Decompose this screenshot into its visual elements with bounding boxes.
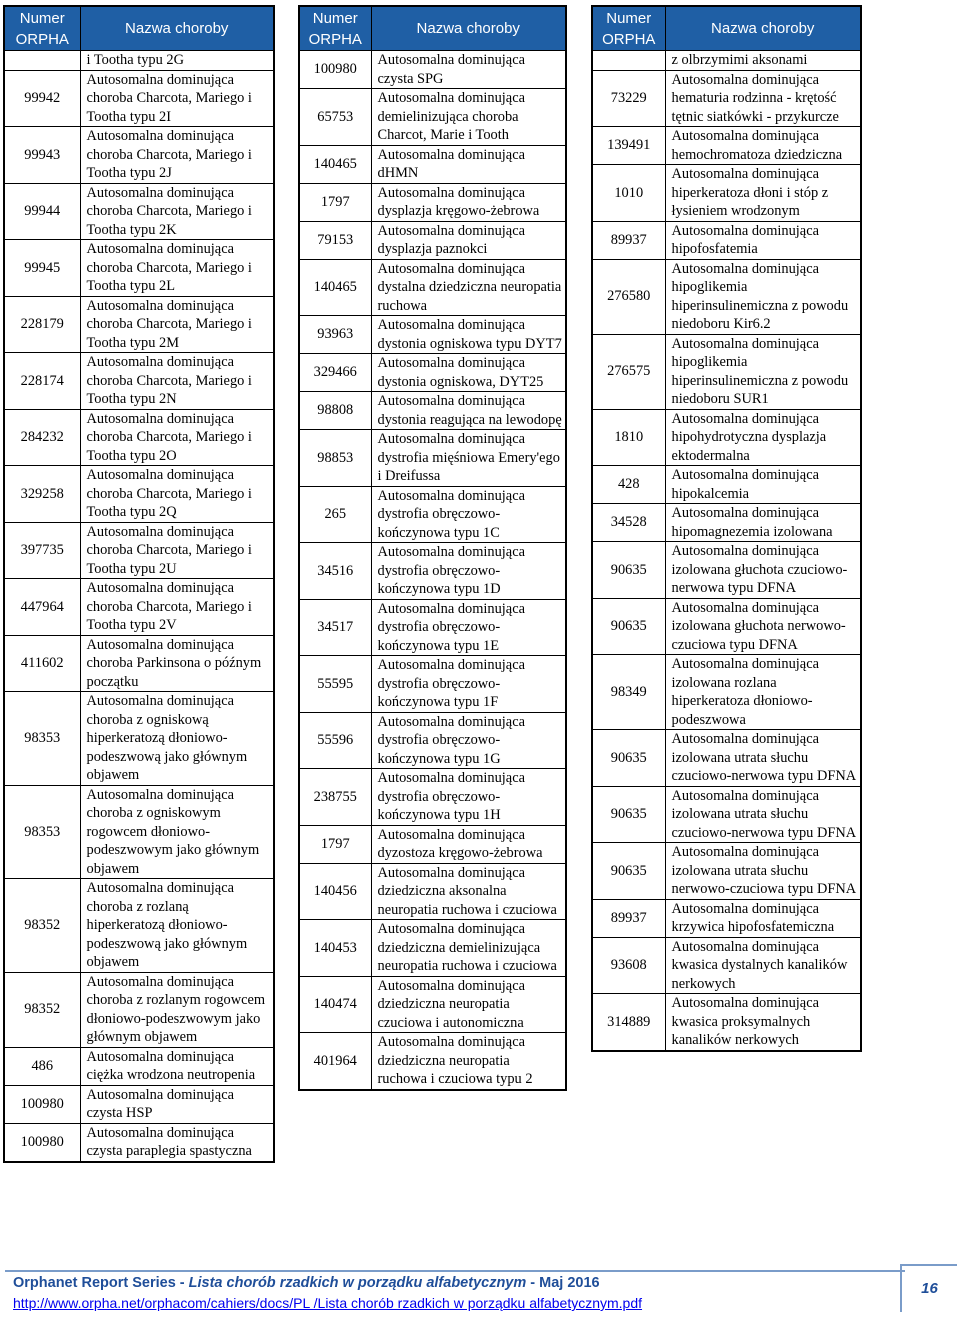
- disease-name-cell: Autosomalna dominująca choroba Parkinsona o późnym początku: [80, 635, 274, 692]
- disease-name-cell: Autosomalna dominująca dysplazja kręgowo-żebrowa: [371, 183, 566, 221]
- orpha-number-cell: 98853: [299, 430, 371, 487]
- disease-name-cell: Autosomalna dominująca choroba Charcota, Mariego i Tootha typu 2L: [80, 240, 274, 297]
- orpha-number-cell: 98353: [4, 785, 80, 879]
- disease-name-cell: Autosomalna dominująca czysta HSP: [80, 1085, 274, 1123]
- table-row: [592, 51, 861, 71]
- disease-name-cell: Autosomalna dominująca izolowana utrata słuchu nerwowo-czuciowa typu DFNA: [665, 843, 861, 900]
- disease-name-cell: Autosomalna dominująca choroba Charcota, Mariego i Tootha typu 2V: [80, 579, 274, 636]
- table-row: [4, 240, 274, 297]
- disease-name-header: Nazwa choroby: [80, 6, 274, 51]
- disease-name-cell: Autosomalna dominująca dystrofia obręczowo-kończynowa typu 1D: [371, 543, 566, 600]
- table-row: [4, 522, 274, 579]
- orpha-number-cell: 99942: [4, 70, 80, 127]
- disease-name-cell: Autosomalna dominująca dystrofia obręczowo-kończynowa typu 1E: [371, 599, 566, 656]
- table-row: [4, 785, 274, 879]
- orpha-number-cell: 238755: [299, 769, 371, 826]
- disease-name-cell: Autosomalna dominująca choroba z rozlanym rogowcem dłoniowo-podeszwowym jako głównym objawem: [80, 972, 274, 1047]
- orpha-number-cell: 401964: [299, 1033, 371, 1090]
- orpha-number-cell: 100980: [4, 1085, 80, 1123]
- disease-name-cell: Autosomalna dominująca dystrofia obręczowo-kończynowa typu 1G: [371, 712, 566, 769]
- table-row: [4, 1047, 274, 1085]
- orpha-number-cell: 34517: [299, 599, 371, 656]
- disease-name-cell: Autosomalna dominująca dHMN: [371, 145, 566, 183]
- orpha-number-cell: 329466: [299, 354, 371, 392]
- table-row: [592, 655, 861, 730]
- disease-name-cell: Autosomalna dominująca choroba z rozlaną hiperkeratozą dłoniowo-podeszwową jako głównym objawem: [80, 879, 274, 973]
- table-row: [4, 972, 274, 1047]
- orpha-number-cell: 228174: [4, 353, 80, 410]
- table-row: [592, 843, 861, 900]
- orpha-number-cell: 228179: [4, 296, 80, 353]
- disease-name-cell: Autosomalna dominująca dziedziczna aksonalna neuropatia ruchowa i czuciowa: [371, 863, 566, 920]
- table-row: [592, 259, 861, 334]
- page-number: 16: [921, 1280, 938, 1297]
- disease-name-cell: Autosomalna dominująca izolowana utrata słuchu czuciowo-nerwowa typu DFNA: [665, 786, 861, 843]
- disease-name-cell: Autosomalna dominująca choroba Charcota, Mariego i Tootha typu 2J: [80, 127, 274, 184]
- table-row: [592, 334, 861, 409]
- disease-name-cell: Autosomalna dominująca dystonia ogniskowa, DYT25: [371, 354, 566, 392]
- table-row: [4, 183, 274, 240]
- table-row: [592, 786, 861, 843]
- orpha-number-cell: 447964: [4, 579, 80, 636]
- table-row: [299, 976, 566, 1033]
- table-row: [299, 316, 566, 354]
- orpha-number-cell: 284232: [4, 409, 80, 466]
- orpha-number-cell: 98808: [299, 392, 371, 430]
- disease-name-cell: Autosomalna dominująca dystrofia mięśniowa Emery'ego i Dreifussa: [371, 430, 566, 487]
- orpha-number-cell: 73229: [592, 70, 665, 127]
- table-header-row: [299, 6, 566, 51]
- disease-name-cell: Autosomalna dominująca hemochromatoza dziedziczna: [665, 127, 861, 165]
- orpha-number-cell: 79153: [299, 221, 371, 259]
- table-row: [299, 221, 566, 259]
- orpha-number-cell: 314889: [592, 994, 665, 1051]
- disease-name-cell: Autosomalna dominująca czysta SPG: [371, 51, 566, 89]
- table-row: [299, 825, 566, 863]
- table-row: [4, 409, 274, 466]
- disease-name-cell: Autosomalna dominująca dystonia ogniskowa typu DYT7: [371, 316, 566, 354]
- table-row: [299, 89, 566, 146]
- disease-name-cell: Autosomalna dominująca dziedziczna neuropatia czuciowa i autonomiczna: [371, 976, 566, 1033]
- disease-name-cell: Autosomalna dominująca choroba Charcota, Mariego i Tootha typu 2K: [80, 183, 274, 240]
- orpha-number-cell: 99944: [4, 183, 80, 240]
- table-row: [592, 598, 861, 655]
- disease-name-cell: Autosomalna dominująca hipohydrotyczna dysplazja ektodermalna: [665, 409, 861, 466]
- disease-name-cell: Autosomalna dominująca choroba Charcota, Mariego i Tootha typu 2O: [80, 409, 274, 466]
- table-row: [592, 165, 861, 222]
- orpha-number-header: Numer ORPHA: [4, 6, 80, 51]
- disease-name-cell: Autosomalna dominująca dystalna dziedziczna neuropatia ruchowa: [371, 259, 566, 316]
- disease-name-header: Nazwa choroby: [371, 6, 566, 51]
- disease-name-cell: Autosomalna dominująca ciężka wrodzona neutropenia: [80, 1047, 274, 1085]
- page-footer: [5, 1270, 957, 1314]
- orpha-number-cell: 428: [592, 466, 665, 504]
- table-row: [4, 1123, 274, 1162]
- orpha-number-cell: 99943: [4, 127, 80, 184]
- table-row: [4, 1085, 274, 1123]
- orpha-number-cell: 98352: [4, 879, 80, 973]
- table-row: [4, 579, 274, 636]
- disease-name-cell: Autosomalna dominująca dziedziczna demielinizująca neuropatia ruchowa i czuciowa: [371, 920, 566, 977]
- disease-name-cell: Autosomalna dominująca choroba Charcota, Mariego i Tootha typu 2M: [80, 296, 274, 353]
- orpha-number-cell: 34528: [592, 504, 665, 542]
- disease-name-cell: Autosomalna dominująca choroba z ogniskowym rogowcem dłoniowo-podeszwowym jako głównym objawem: [80, 785, 274, 879]
- orpha-number-header: Numer ORPHA: [592, 6, 665, 51]
- orpha-number-cell: 140474: [299, 976, 371, 1033]
- disease-name-cell: Autosomalna dominująca hipofosfatemia: [665, 221, 861, 259]
- table-row: [299, 145, 566, 183]
- orpha-number-cell: 100980: [4, 1123, 80, 1162]
- disease-name-cell: Autosomalna dominująca demielinizująca choroba Charcot, Marie i Tooth: [371, 89, 566, 146]
- orpha-number-cell: 90635: [592, 843, 665, 900]
- table-row: [299, 354, 566, 392]
- table-row: [592, 542, 861, 599]
- orpha-number-cell: 329258: [4, 466, 80, 523]
- table-row: [299, 656, 566, 713]
- footer-url-link[interactable]: http://www.orpha.net/orphacom/cahiers/docs/PL /Lista chorób rzadkich w porządku alfabetycznym.pdf: [13, 1295, 643, 1311]
- page-number-box: [900, 1264, 957, 1312]
- table-row: [592, 937, 861, 994]
- table-row: [4, 70, 274, 127]
- table-row: [299, 863, 566, 920]
- orpha-number-cell: 397735: [4, 522, 80, 579]
- table-row: [592, 127, 861, 165]
- orpha-number-cell: 89937: [592, 899, 665, 937]
- orpha-number-cell: 1810: [592, 409, 665, 466]
- footer-series: Orphanet Report Series -: [13, 1275, 189, 1291]
- disease-name-cell: Autosomalna dominująca dystonia reagująca na lewodopę: [371, 392, 566, 430]
- disease-name-cell: Autosomalna dominująca choroba z ogniskową hiperkeratozą dłoniowo-podeszwową jako głównym objawem: [80, 692, 274, 786]
- table-row: [592, 730, 861, 787]
- table-row: [299, 920, 566, 977]
- disease-name-cell: i Tootha typu 2G: [80, 51, 274, 71]
- orpha-number-cell: 100980: [299, 51, 371, 89]
- table-row: [4, 296, 274, 353]
- orpha-number-cell: 93963: [299, 316, 371, 354]
- table-row: [592, 70, 861, 127]
- table-row: [299, 430, 566, 487]
- disease-name-cell: Autosomalna dominująca krzywica hipofosfatemiczna: [665, 899, 861, 937]
- disease-name-cell: Autosomalna dominująca izolowana rozlana hiperkeratoza dłoniowo-podeszwowa: [665, 655, 861, 730]
- orpha-number-header: Numer ORPHA: [299, 6, 371, 51]
- disease-name-cell: z olbrzymimi aksonami: [665, 51, 861, 71]
- orpha-number-cell: 89937: [592, 221, 665, 259]
- table-row: [299, 599, 566, 656]
- orpha-number-cell: 276575: [592, 334, 665, 409]
- disease-name-cell: Autosomalna dominująca czysta paraplegia spastyczna: [80, 1123, 274, 1162]
- orpha-number-cell: 99945: [4, 240, 80, 297]
- table-row: [592, 994, 861, 1051]
- table-row: [4, 466, 274, 523]
- disease-name-cell: Autosomalna dominująca dystrofia obręczowo-kończynowa typu 1H: [371, 769, 566, 826]
- disease-table-right: [591, 5, 862, 1052]
- orpha-number-cell: 139491: [592, 127, 665, 165]
- orpha-number-cell: 411602: [4, 635, 80, 692]
- orpha-number-cell: 276580: [592, 259, 665, 334]
- disease-table-middle: [298, 5, 567, 1091]
- disease-name-cell: Autosomalna dominująca dystrofia obręczowo-kończynowa typu 1F: [371, 656, 566, 713]
- orpha-number-cell: 98353: [4, 692, 80, 786]
- orpha-number-cell: 93608: [592, 937, 665, 994]
- table-row: [299, 259, 566, 316]
- table-row: [592, 504, 861, 542]
- table-row: [592, 221, 861, 259]
- orpha-number-cell: 1797: [299, 825, 371, 863]
- orpha-number-cell: 90635: [592, 786, 665, 843]
- disease-name-header: Nazwa choroby: [665, 6, 861, 51]
- orpha-number-cell: 265: [299, 486, 371, 543]
- footer-title: Lista chorób rzadkich w porządku alfabetycznym: [188, 1275, 527, 1291]
- table-row: [4, 51, 274, 71]
- table-row: [299, 1033, 566, 1090]
- table-row: [592, 466, 861, 504]
- footer-citation: [13, 1275, 600, 1291]
- disease-name-cell: Autosomalna dominująca hipokalcemia: [665, 466, 861, 504]
- orpha-number-cell: 98349: [592, 655, 665, 730]
- disease-name-cell: Autosomalna dominująca hematuria rodzinna - krętość tętnic siatkówki - przykurcze: [665, 70, 861, 127]
- orpha-number-cell: 140453: [299, 920, 371, 977]
- table-row: [4, 353, 274, 410]
- disease-name-cell: Autosomalna dominująca choroba Charcota, Mariego i Tootha typu 2N: [80, 353, 274, 410]
- disease-name-cell: Autosomalna dominująca hiperkeratoza dłoni i stóp z łysieniem wrodzonym: [665, 165, 861, 222]
- orpha-number-cell: 1010: [592, 165, 665, 222]
- disease-table-left: [3, 5, 275, 1163]
- disease-name-cell: Autosomalna dominująca choroba Charcota, Mariego i Tootha typu 2U: [80, 522, 274, 579]
- table-header-row: [592, 6, 861, 51]
- disease-name-cell: Autosomalna dominująca choroba Charcota, Mariego i Tootha typu 2Q: [80, 466, 274, 523]
- disease-name-cell: Autosomalna dominująca choroba Charcota, Mariego i Tootha typu 2I: [80, 70, 274, 127]
- orpha-number-cell: 34516: [299, 543, 371, 600]
- table-row: [4, 127, 274, 184]
- table-row: [299, 769, 566, 826]
- table-row: [4, 879, 274, 973]
- disease-name-cell: Autosomalna dominująca hipoglikemia hiperinsulinemiczna z powodu niedoboru SUR1: [665, 334, 861, 409]
- orpha-number-cell: [4, 51, 80, 71]
- orpha-number-cell: [592, 51, 665, 71]
- orpha-number-cell: 140456: [299, 863, 371, 920]
- table-row: [299, 183, 566, 221]
- disease-name-cell: Autosomalna dominująca izolowana głuchota czuciowo-nerwowa typu DFNA: [665, 542, 861, 599]
- disease-name-cell: Autosomalna dominująca dysplazja paznokci: [371, 221, 566, 259]
- disease-name-cell: Autosomalna dominująca kwasica dystalnych kanalików nerkowych: [665, 937, 861, 994]
- orpha-number-cell: 65753: [299, 89, 371, 146]
- table-row: [4, 692, 274, 786]
- orpha-number-cell: 55596: [299, 712, 371, 769]
- orpha-number-cell: 140465: [299, 145, 371, 183]
- disease-name-cell: Autosomalna dominująca dystrofia obręczowo-kończynowa typu 1C: [371, 486, 566, 543]
- orpha-number-cell: 55595: [299, 656, 371, 713]
- table-row: [592, 899, 861, 937]
- table-row: [299, 51, 566, 89]
- disease-name-cell: Autosomalna dominująca izolowana utrata słuchu czuciowo-nerwowa typu DFNA: [665, 730, 861, 787]
- table-row: [299, 392, 566, 430]
- orpha-number-cell: 98352: [4, 972, 80, 1047]
- disease-name-cell: Autosomalna dominująca dziedziczna neuropatia ruchowa i czuciowa typu 2: [371, 1033, 566, 1090]
- disease-name-cell: Autosomalna dominująca hipoglikemia hiperinsulinemiczna z powodu niedoboru Kir6.2: [665, 259, 861, 334]
- disease-name-cell: Autosomalna dominująca izolowana głuchota nerwowo-czuciowa typu DFNA: [665, 598, 861, 655]
- orpha-number-cell: 90635: [592, 598, 665, 655]
- table-header-row: [4, 6, 274, 51]
- orpha-number-cell: 486: [4, 1047, 80, 1085]
- orpha-number-cell: 1797: [299, 183, 371, 221]
- disease-name-cell: Autosomalna dominująca hipomagnezemia izolowana: [665, 504, 861, 542]
- footer-divider: [5, 1270, 905, 1272]
- table-row: [4, 635, 274, 692]
- table-row: [299, 712, 566, 769]
- disease-name-cell: Autosomalna dominująca kwasica proksymalnych kanalików nerkowych: [665, 994, 861, 1051]
- footer-date: - Maj 2016: [526, 1275, 600, 1291]
- table-row: [299, 486, 566, 543]
- table-row: [299, 543, 566, 600]
- disease-name-cell: Autosomalna dominująca dyzostoza kręgowo-żebrowa: [371, 825, 566, 863]
- table-row: [592, 409, 861, 466]
- orpha-number-cell: 140465: [299, 259, 371, 316]
- orpha-number-cell: 90635: [592, 730, 665, 787]
- orpha-number-cell: 90635: [592, 542, 665, 599]
